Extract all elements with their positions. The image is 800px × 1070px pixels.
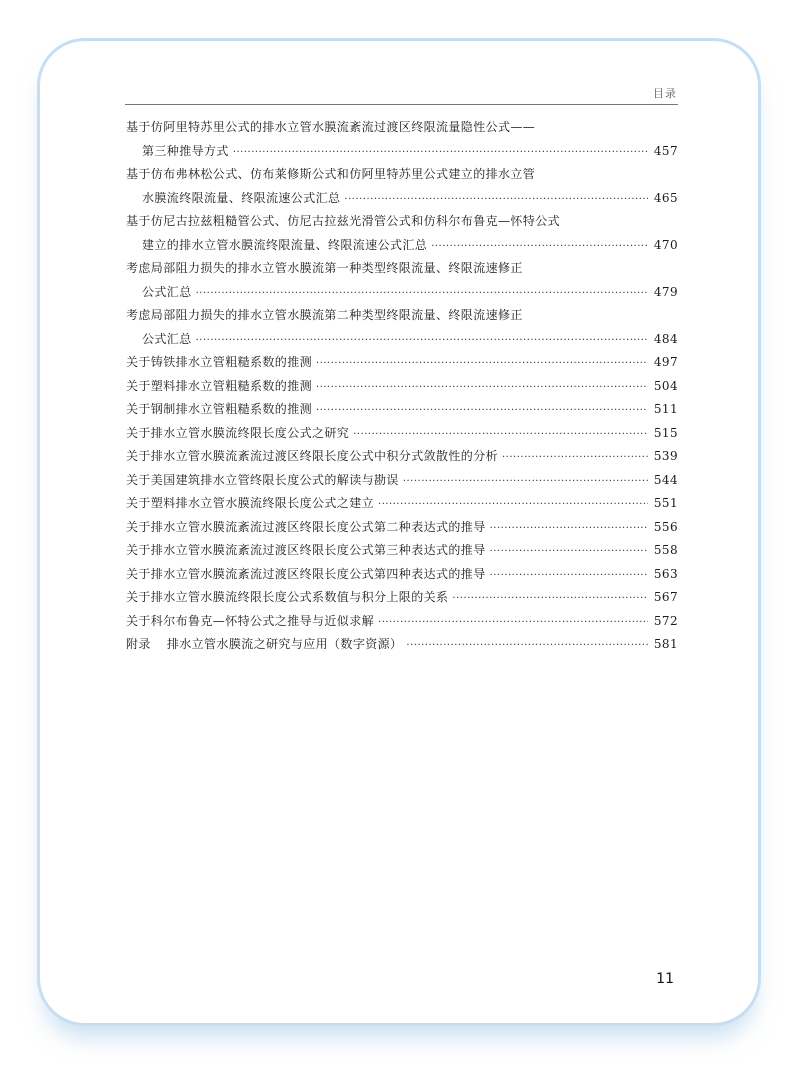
toc-page-number: 567 xyxy=(653,590,678,604)
toc-entry-title: 关于铸铁排水立管粗糙系数的推测 xyxy=(126,355,313,369)
dot-leader xyxy=(490,540,648,564)
toc-entry-title: 建立的排水立管水膜流终限流量、终限流速公式汇总 xyxy=(142,237,428,252)
page-number: 11 xyxy=(656,971,674,987)
toc-page-number: 558 xyxy=(653,543,678,557)
toc-page-number: 515 xyxy=(653,425,678,440)
toc-entry[interactable] xyxy=(126,516,678,540)
dot-leader xyxy=(316,399,648,423)
toc-line xyxy=(126,563,678,587)
toc-entry-title: 关于科尔布鲁克—怀特公式之推导与近似求解 xyxy=(126,613,375,628)
toc-page-number: 544 xyxy=(653,472,678,487)
toc-entry-title: 关于排水立管水膜流终限长度公式之研究 xyxy=(126,425,350,440)
toc-entry-title: 水膜流终限流量、终限流速公式汇总 xyxy=(142,190,341,205)
toc-entry-title: 关于排水立管水膜流紊流过渡区终限长度公式第二种表达式的推导 xyxy=(126,519,486,534)
dot-leader xyxy=(196,329,648,353)
toc-entry-title: 关于排水立管水膜流紊流过渡区终限长度公式中积分式敛散性的分析 xyxy=(126,449,499,463)
toc-page-number: 563 xyxy=(653,566,678,581)
toc-line xyxy=(126,281,678,305)
running-header: 目录 xyxy=(653,87,677,100)
dot-leader xyxy=(233,141,648,165)
toc-line xyxy=(126,610,678,634)
toc-line xyxy=(126,328,678,352)
toc-entry-title: 基于仿阿里特苏里公式的排水立管水膜流紊流过渡区终限流量隐性公式—— xyxy=(126,120,536,134)
toc-line xyxy=(126,398,678,422)
toc-entry[interactable] xyxy=(126,163,678,210)
toc-entry-title: 考虑局部阻力损失的排水立管水膜流第一种类型终限流量、终限流速修正 xyxy=(126,261,523,275)
toc-entry[interactable] xyxy=(126,116,678,163)
toc-line xyxy=(126,351,678,375)
toc-line xyxy=(126,163,678,187)
dot-leader xyxy=(196,282,648,306)
toc-line xyxy=(126,445,678,469)
dot-leader xyxy=(353,423,648,447)
toc-line xyxy=(126,469,678,493)
toc-line xyxy=(126,187,678,211)
toc-line xyxy=(126,516,678,540)
toc-entry-title: 考虑局部阻力损失的排水立管水膜流第二种类型终限流量、终限流速修正 xyxy=(126,308,523,322)
toc-page-number: 539 xyxy=(653,449,678,463)
toc-entry-title: 基于仿布弗林松公式、仿布莱修斯公式和仿阿里特苏里公式建立的排水立管 xyxy=(126,167,536,181)
toc-line xyxy=(126,375,678,399)
toc-entry-title: 关于排水立管水膜流紊流过渡区终限长度公式第四种表达式的推导 xyxy=(126,566,486,581)
toc-page-number: 551 xyxy=(653,496,678,510)
toc-line xyxy=(126,492,678,516)
toc-line xyxy=(126,116,678,140)
toc-line xyxy=(126,422,678,446)
toc-entry[interactable] xyxy=(126,445,678,469)
dot-leader xyxy=(452,587,647,611)
toc-entry[interactable] xyxy=(126,610,678,634)
toc-entry-title: 公式汇总 xyxy=(142,331,192,346)
dot-leader xyxy=(316,376,648,400)
dot-leader xyxy=(344,188,647,212)
toc-page-number: 470 xyxy=(653,237,678,252)
toc-entry-title: 关于排水立管水膜流终限长度公式系数值与积分上限的关系 xyxy=(126,590,449,604)
toc-entry-title: 关于钢制排水立管粗糙系数的推测 xyxy=(126,402,313,416)
appendix-title: 排水立管水膜流之研究与应用（数字资源） xyxy=(166,637,403,651)
dot-leader xyxy=(403,470,648,494)
header-rule xyxy=(125,104,678,105)
dot-leader xyxy=(490,517,648,541)
toc-entry[interactable] xyxy=(126,422,678,446)
toc-line xyxy=(126,140,678,164)
toc-entry[interactable] xyxy=(126,257,678,304)
toc-page-number: 484 xyxy=(653,331,678,346)
toc-entry[interactable] xyxy=(126,210,678,257)
toc-entry[interactable] xyxy=(126,398,678,422)
dot-leader xyxy=(406,634,647,658)
toc-page-number: 581 xyxy=(653,637,678,651)
toc-entry[interactable] xyxy=(126,586,678,610)
dot-leader xyxy=(502,446,648,470)
toc-entry[interactable] xyxy=(126,351,678,375)
toc-entry-title: 基于仿尼古拉兹粗糙管公式、仿尼古拉兹光滑管公式和仿科尔布鲁克—怀特公式 xyxy=(126,214,561,228)
dot-leader xyxy=(378,493,648,517)
appendix-label: 附录 xyxy=(126,637,151,651)
toc-line xyxy=(126,304,678,328)
toc-entry-title: 公式汇总 xyxy=(142,284,192,299)
toc-entry-title: 关于塑料排水立管粗糙系数的推测 xyxy=(126,378,313,393)
toc-entry[interactable] xyxy=(126,304,678,351)
dot-leader xyxy=(316,352,648,376)
toc-page-number: 457 xyxy=(653,143,678,158)
toc-line xyxy=(126,539,678,563)
toc-entry-title: 关于排水立管水膜流紊流过渡区终限长度公式第三种表达式的推导 xyxy=(126,543,486,557)
dot-leader xyxy=(378,611,648,635)
toc-page-number: 479 xyxy=(653,284,678,299)
toc-page-number: 504 xyxy=(653,378,678,393)
toc-entry-title: 第三种推导方式 xyxy=(142,143,229,158)
dot-leader xyxy=(490,564,648,588)
toc-entry-appendix[interactable] xyxy=(126,633,678,657)
toc-entry[interactable] xyxy=(126,492,678,516)
toc-page-number: 556 xyxy=(653,519,678,534)
toc-entry[interactable] xyxy=(126,539,678,563)
toc-entry-title: 关于塑料排水立管水膜流终限长度公式之建立 xyxy=(126,496,375,510)
toc-line xyxy=(126,234,678,258)
table-of-contents xyxy=(126,116,678,657)
toc-line xyxy=(126,210,678,234)
toc-page-number: 572 xyxy=(653,613,678,628)
toc-line xyxy=(126,586,678,610)
toc-page-number: 511 xyxy=(653,402,678,416)
dot-leader xyxy=(431,235,648,259)
toc-entry[interactable] xyxy=(126,469,678,493)
toc-page-number: 497 xyxy=(653,355,678,369)
toc-entry[interactable] xyxy=(126,563,678,587)
toc-entry-title: 关于美国建筑排水立管终限长度公式的解读与勘误 xyxy=(126,472,399,487)
toc-page-number: 465 xyxy=(653,190,678,205)
toc-entry[interactable] xyxy=(126,375,678,399)
toc-line xyxy=(126,257,678,281)
